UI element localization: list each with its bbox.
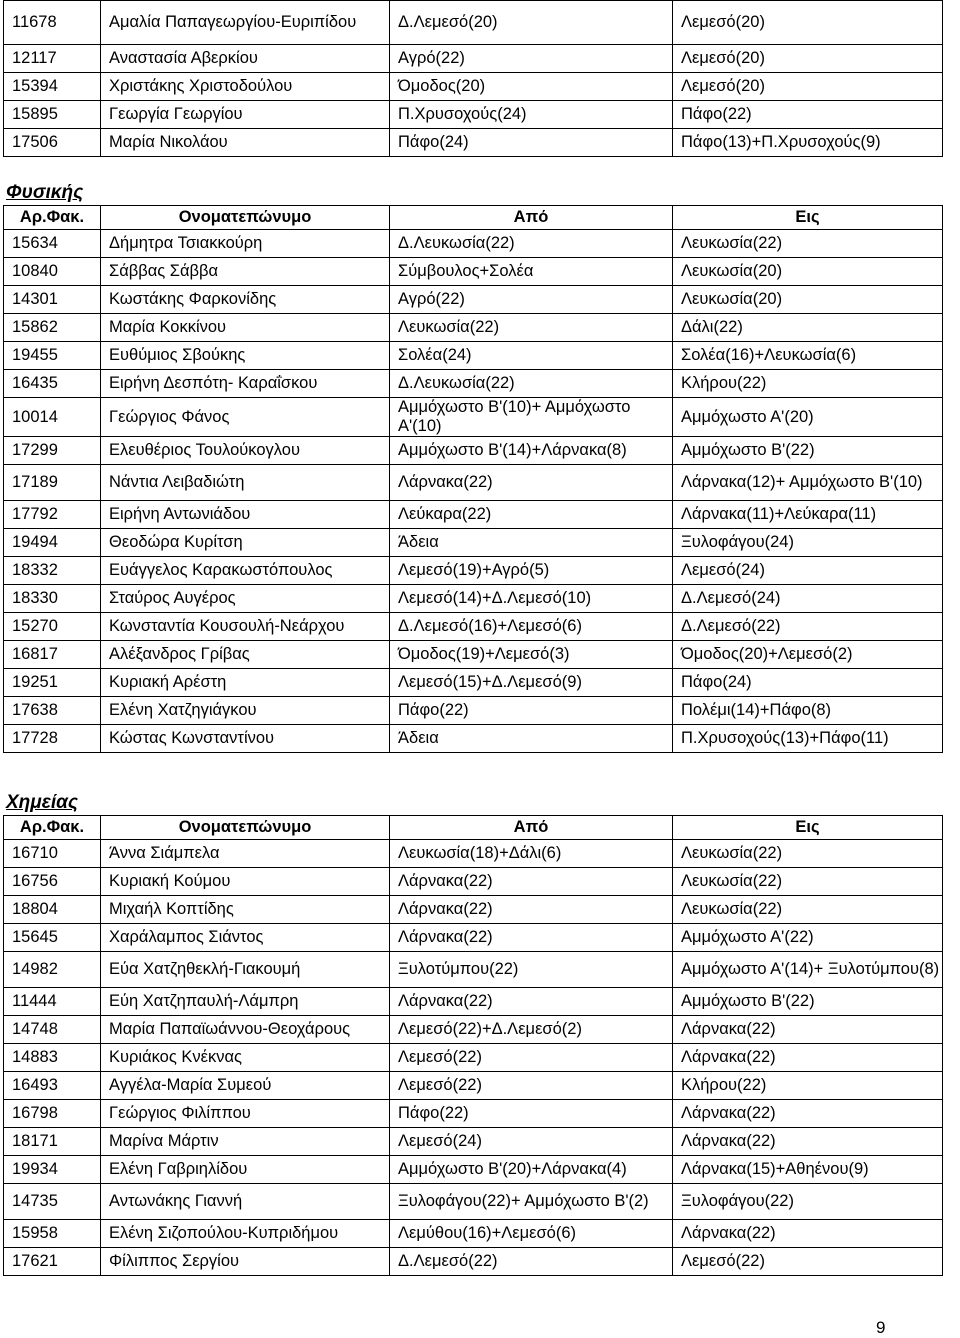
full-name-cell: Χριστάκης Χριστοδούλου [101, 73, 390, 101]
table-row [4, 669, 943, 697]
to-cell: Λευκωσία(22) [673, 840, 943, 868]
from-cell: Ξυλοτύμπου(22) [390, 952, 673, 988]
file-number-cell: 16817 [4, 641, 101, 669]
file-number-cell: 18804 [4, 896, 101, 924]
from-cell: Λεμεσό(22) [390, 1044, 673, 1072]
table-row [4, 258, 943, 286]
file-number-cell: 15394 [4, 73, 101, 101]
table-row [4, 557, 943, 585]
file-number-cell: 17728 [4, 725, 101, 753]
table-row [4, 1016, 943, 1044]
file-number-cell: 17506 [4, 129, 101, 157]
full-name-cell: Ελένη Γαβριηλίδου [101, 1156, 390, 1184]
file-number-cell: 15958 [4, 1220, 101, 1248]
to-cell: Σολέα(16)+Λευκωσία(6) [673, 342, 943, 370]
from-cell: Π.Χρυσοχούς(24) [390, 101, 673, 129]
to-cell: Λάρνακα(22) [673, 1044, 943, 1072]
file-number-cell: 19934 [4, 1156, 101, 1184]
file-number-cell: 15645 [4, 924, 101, 952]
file-number-cell: 14301 [4, 286, 101, 314]
to-cell: Αμμόχωστο Α'(20) [673, 398, 943, 437]
header-to: Εις [673, 816, 943, 840]
to-cell: Όμοδος(20)+Λεμεσό(2) [673, 641, 943, 669]
file-number-cell: 10014 [4, 398, 101, 437]
to-cell: Λευκωσία(22) [673, 230, 943, 258]
header-full-name: Ονοματεπώνυμο [101, 816, 390, 840]
header-file-number: Αρ.Φακ. [4, 206, 101, 230]
header-full-name: Ονοματεπώνυμο [101, 206, 390, 230]
full-name-cell: Αγγέλα-Μαρία Συμεού [101, 1072, 390, 1100]
from-cell: Λάρνακα(22) [390, 988, 673, 1016]
header-to: Εις [673, 206, 943, 230]
table-row [4, 924, 943, 952]
full-name-cell: Εύη Χατζηπαυλή-Λάμπρη [101, 988, 390, 1016]
full-name-cell: Κωστάκης Φαρκονίδης [101, 286, 390, 314]
table-row [4, 342, 943, 370]
file-number-cell: 16798 [4, 1100, 101, 1128]
from-cell: Δ.Λεμεσό(16)+Λεμεσό(6) [390, 613, 673, 641]
to-cell: Λεμεσό(20) [673, 45, 943, 73]
header-from: Από [390, 816, 673, 840]
full-name-cell: Κωνσταντία Κουσουλή-Νεάρχου [101, 613, 390, 641]
file-number-cell: 18330 [4, 585, 101, 613]
table-row [4, 1220, 943, 1248]
file-number-cell: 12117 [4, 45, 101, 73]
physics-header-row [4, 206, 943, 230]
table-row [4, 230, 943, 258]
to-cell: Λεμεσό(22) [673, 1248, 943, 1276]
from-cell: Λεμύθου(16)+Λεμεσό(6) [390, 1220, 673, 1248]
table-row [4, 952, 943, 988]
from-cell: Λάρνακα(22) [390, 896, 673, 924]
table-row [4, 840, 943, 868]
table-row [4, 370, 943, 398]
table-row [4, 73, 943, 101]
table-row [4, 501, 943, 529]
file-number-cell: 17299 [4, 437, 101, 465]
full-name-cell: Κυριακή Κούμου [101, 868, 390, 896]
file-number-cell: 18332 [4, 557, 101, 585]
from-cell: Λεμεσό(22) [390, 1072, 673, 1100]
file-number-cell: 15895 [4, 101, 101, 129]
to-cell: Αμμόχωστο Α'(14)+ Ξυλοτύμπου(8) [673, 952, 943, 988]
chemistry-section-title: Χημείας [6, 792, 79, 813]
table-row [4, 697, 943, 725]
from-cell: Δ.Λευκωσία(22) [390, 230, 673, 258]
full-name-cell: Αμαλία Παπαγεωργίου-Ευριπίδου [101, 1, 390, 45]
from-cell: Λεμεσό(24) [390, 1128, 673, 1156]
full-name-cell: Χαράλαμπος Σιάντος [101, 924, 390, 952]
from-cell: Λευκωσία(22) [390, 314, 673, 342]
table-row [4, 1184, 943, 1220]
full-name-cell: Εύα Χατζηθεκλή-Γιακουμή [101, 952, 390, 988]
file-number-cell: 11444 [4, 988, 101, 1016]
to-cell: Κλήρου(22) [673, 370, 943, 398]
full-name-cell: Θεοδώρα Κυρίτση [101, 529, 390, 557]
full-name-cell: Γεωργία Γεωργίου [101, 101, 390, 129]
chemistry-header-row [4, 816, 943, 840]
full-name-cell: Δήμητρα Τσιακκούρη [101, 230, 390, 258]
file-number-cell: 14883 [4, 1044, 101, 1072]
to-cell: Λευκωσία(20) [673, 286, 943, 314]
from-cell: Λευκωσία(18)+Δάλι(6) [390, 840, 673, 868]
file-number-cell: 16710 [4, 840, 101, 868]
file-number-cell: 17621 [4, 1248, 101, 1276]
full-name-cell: Ειρήνη Δεσπότη- Καραΐσκου [101, 370, 390, 398]
to-cell: Δάλι(22) [673, 314, 943, 342]
chemistry-table [3, 815, 943, 1276]
physics-section-title: Φυσικής [6, 182, 84, 203]
file-number-cell: 19494 [4, 529, 101, 557]
from-cell: Λεμεσό(14)+Δ.Λεμεσό(10) [390, 585, 673, 613]
table-row [4, 314, 943, 342]
table-row [4, 286, 943, 314]
to-cell: Πάφο(22) [673, 101, 943, 129]
from-cell: Αμμόχωστο Β'(20)+Λάρνακα(4) [390, 1156, 673, 1184]
to-cell: Λάρνακα(22) [673, 1100, 943, 1128]
from-cell: Λάρνακα(22) [390, 924, 673, 952]
full-name-cell: Ελευθέριος Τουλούκογλου [101, 437, 390, 465]
full-name-cell: Ελένη Σιζοπούλου-Κυπριδήμου [101, 1220, 390, 1248]
to-cell: Αμμόχωστο Α'(22) [673, 924, 943, 952]
full-name-cell: Ελένη Χατζηγιάγκου [101, 697, 390, 725]
full-name-cell: Μαρία Νικολάου [101, 129, 390, 157]
file-number-cell: 16493 [4, 1072, 101, 1100]
to-cell: Λεμεσό(20) [673, 73, 943, 101]
file-number-cell: 15270 [4, 613, 101, 641]
table-row [4, 101, 943, 129]
full-name-cell: Κυριάκος Κνέκνας [101, 1044, 390, 1072]
to-cell: Λάρνακα(22) [673, 1220, 943, 1248]
full-name-cell: Κώστας Κωνσταντίνου [101, 725, 390, 753]
full-name-cell: Ευθύμιος Σβούκης [101, 342, 390, 370]
file-number-cell: 17189 [4, 465, 101, 501]
file-number-cell: 16756 [4, 868, 101, 896]
header-file-number: Αρ.Φακ. [4, 816, 101, 840]
file-number-cell: 15862 [4, 314, 101, 342]
file-number-cell: 10840 [4, 258, 101, 286]
table-row [4, 45, 943, 73]
to-cell: Π.Χρυσοχούς(13)+Πάφο(11) [673, 725, 943, 753]
to-cell: Δ.Λεμεσό(24) [673, 585, 943, 613]
to-cell: Ξυλοφάγου(22) [673, 1184, 943, 1220]
table-row [4, 1, 943, 45]
physics-table [3, 205, 943, 753]
full-name-cell: Ευάγγελος Καρακωστόπουλος [101, 557, 390, 585]
from-cell: Αμμόχωστο Β'(14)+Λάρνακα(8) [390, 437, 673, 465]
from-cell: Λάρνακα(22) [390, 868, 673, 896]
to-cell: Λευκωσία(22) [673, 868, 943, 896]
from-cell: Δ.Λεμεσό(20) [390, 1, 673, 45]
table-row [4, 129, 943, 157]
full-name-cell: Φίλιππος Σεργίου [101, 1248, 390, 1276]
full-name-cell: Γεώργιος Φάνος [101, 398, 390, 437]
to-cell: Λάρνακα(15)+Αθηένου(9) [673, 1156, 943, 1184]
from-cell: Άδεια [390, 529, 673, 557]
to-cell: Πολέμι(14)+Πάφο(8) [673, 697, 943, 725]
full-name-cell: Νάντια Λειβαδιώτη [101, 465, 390, 501]
from-cell: Πάφο(24) [390, 129, 673, 157]
to-cell: Λευκωσία(22) [673, 896, 943, 924]
file-number-cell: 14982 [4, 952, 101, 988]
to-cell: Λάρνακα(22) [673, 1128, 943, 1156]
table-row [4, 896, 943, 924]
table-row [4, 725, 943, 753]
from-cell: Λεμεσό(15)+Δ.Λεμεσό(9) [390, 669, 673, 697]
from-cell: Όμοδος(19)+Λεμεσό(3) [390, 641, 673, 669]
table-row [4, 1156, 943, 1184]
table-row [4, 1044, 943, 1072]
file-number-cell: 15634 [4, 230, 101, 258]
file-number-cell: 17792 [4, 501, 101, 529]
table-row [4, 613, 943, 641]
table-row [4, 1128, 943, 1156]
table-row [4, 988, 943, 1016]
file-number-cell: 18171 [4, 1128, 101, 1156]
full-name-cell: Μαρίνα Μάρτιν [101, 1128, 390, 1156]
table-row [4, 1100, 943, 1128]
full-name-cell: Σταύρος Αυγέρος [101, 585, 390, 613]
to-cell: Αμμόχωστο Β'(22) [673, 988, 943, 1016]
from-cell: Λάρνακα(22) [390, 465, 673, 501]
page-number: 9 [876, 1318, 886, 1337]
top-table [3, 0, 943, 157]
table-row [4, 868, 943, 896]
header-from: Από [390, 206, 673, 230]
file-number-cell: 19251 [4, 669, 101, 697]
full-name-cell: Γεώργιος Φιλίππου [101, 1100, 390, 1128]
full-name-cell: Σάββας Σάββα [101, 258, 390, 286]
to-cell: Λευκωσία(20) [673, 258, 943, 286]
file-number-cell: 16435 [4, 370, 101, 398]
to-cell: Λεμεσό(24) [673, 557, 943, 585]
from-cell: Αμμόχωστο Β'(10)+ Αμμόχωστο Α'(10) [390, 398, 673, 437]
full-name-cell: Άννα Σιάμπελα [101, 840, 390, 868]
from-cell: Δ.Λεμεσό(22) [390, 1248, 673, 1276]
from-cell: Πάφο(22) [390, 1100, 673, 1128]
to-cell: Ξυλοφάγου(24) [673, 529, 943, 557]
from-cell: Σύμβουλος+Σολέα [390, 258, 673, 286]
from-cell: Λεμεσό(19)+Αγρό(5) [390, 557, 673, 585]
to-cell: Πάφο(13)+Π.Χρυσοχούς(9) [673, 129, 943, 157]
from-cell: Αγρό(22) [390, 45, 673, 73]
full-name-cell: Αντωνάκης Γιαννή [101, 1184, 390, 1220]
from-cell: Αγρό(22) [390, 286, 673, 314]
file-number-cell: 19455 [4, 342, 101, 370]
to-cell: Λάρνακα(12)+ Αμμόχωστο Β'(10) [673, 465, 943, 501]
file-number-cell: 14748 [4, 1016, 101, 1044]
to-cell: Δ.Λεμεσό(22) [673, 613, 943, 641]
from-cell: Δ.Λευκωσία(22) [390, 370, 673, 398]
to-cell: Αμμόχωστο Β'(22) [673, 437, 943, 465]
to-cell: Κλήρου(22) [673, 1072, 943, 1100]
table-row [4, 1248, 943, 1276]
table-row [4, 465, 943, 501]
from-cell: Πάφο(22) [390, 697, 673, 725]
full-name-cell: Αλέξανδρος Γρίβας [101, 641, 390, 669]
table-row [4, 1072, 943, 1100]
table-row [4, 641, 943, 669]
full-name-cell: Κυριακή Αρέστη [101, 669, 390, 697]
to-cell: Λάρνακα(11)+Λεύκαρα(11) [673, 501, 943, 529]
to-cell: Λεμεσό(20) [673, 1, 943, 45]
file-number-cell: 17638 [4, 697, 101, 725]
from-cell: Ξυλοφάγου(22)+ Αμμόχωστο Β'(2) [390, 1184, 673, 1220]
from-cell: Άδεια [390, 725, 673, 753]
from-cell: Όμοδος(20) [390, 73, 673, 101]
full-name-cell: Μαρία Παπαϊωάννου-Θεοχάρους [101, 1016, 390, 1044]
to-cell: Λάρνακα(22) [673, 1016, 943, 1044]
table-row [4, 529, 943, 557]
table-row [4, 398, 943, 437]
full-name-cell: Ειρήνη Αντωνιάδου [101, 501, 390, 529]
full-name-cell: Μιχαήλ Κοπτίδης [101, 896, 390, 924]
file-number-cell: 11678 [4, 1, 101, 45]
to-cell: Πάφο(24) [673, 669, 943, 697]
full-name-cell: Μαρία Κοκκίνου [101, 314, 390, 342]
table-row [4, 585, 943, 613]
file-number-cell: 14735 [4, 1184, 101, 1220]
from-cell: Σολέα(24) [390, 342, 673, 370]
from-cell: Λεύκαρα(22) [390, 501, 673, 529]
full-name-cell: Αναστασία Αβερκίου [101, 45, 390, 73]
table-row [4, 437, 943, 465]
from-cell: Λεμεσό(22)+Δ.Λεμεσό(2) [390, 1016, 673, 1044]
